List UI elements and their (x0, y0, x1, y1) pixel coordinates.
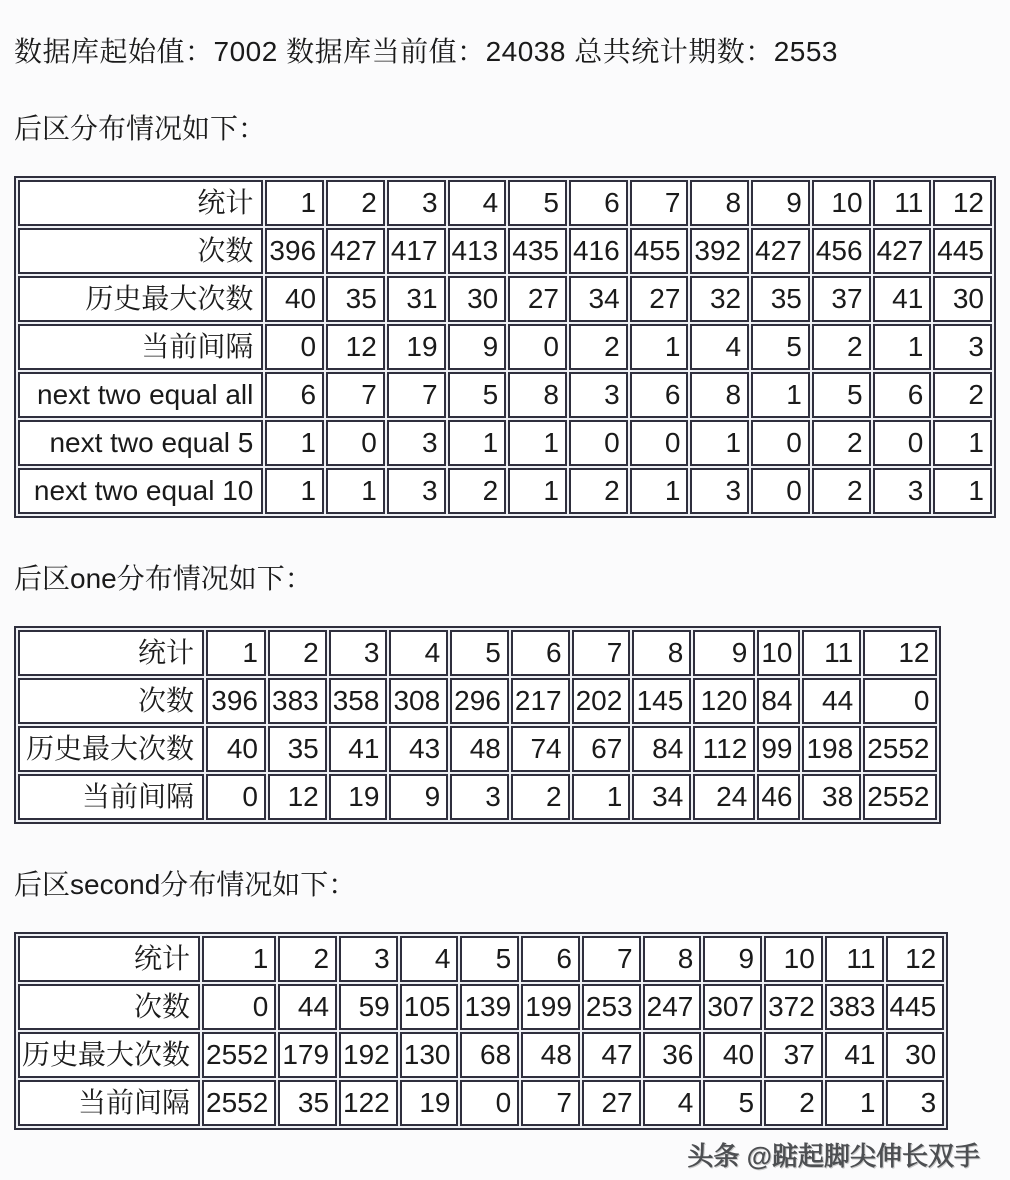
table-cell: 5 (812, 372, 871, 418)
table-cell: 1 (873, 324, 932, 370)
table-cell: 7 (326, 372, 385, 418)
table-cell: 40 (703, 1032, 762, 1078)
database-summary-line: 数据库起始值：7002 数据库当前值：24038 总共统计期数：2553 (14, 36, 839, 67)
table-cell: 8 (632, 630, 691, 676)
table-cell: 253 (582, 984, 641, 1030)
table-cell: 12 (268, 774, 327, 820)
table-cell: 9 (751, 180, 810, 226)
table-cell: 44 (802, 678, 861, 724)
table-cell: 179 (278, 1032, 337, 1078)
section-heading-houqu: 后区分布情况如下： (14, 113, 267, 144)
section-heading-houqu-one: 后区one分布情况如下： (14, 563, 313, 594)
table-cell: 4 (448, 180, 507, 226)
table-cell: 37 (812, 276, 871, 322)
table-row (18, 936, 944, 982)
table-cell: 122 (339, 1080, 398, 1126)
table-cell: 145 (632, 678, 691, 724)
table-cell: 31 (387, 276, 446, 322)
table-cell: 0 (206, 774, 266, 820)
table-cell: 1 (265, 468, 324, 514)
table-cell: 2 (569, 468, 628, 514)
table-cell: 358 (329, 678, 388, 724)
table-cell: 139 (460, 984, 519, 1030)
table-cell: 48 (450, 726, 509, 772)
table-cell: 4 (643, 1080, 702, 1126)
table-cell: 3 (569, 372, 628, 418)
row-label: 当前间隔 (18, 324, 263, 370)
table-cell: 2 (812, 324, 871, 370)
table-cell: 445 (933, 228, 992, 274)
table-cell: 0 (508, 324, 567, 370)
table-cell: 9 (703, 936, 762, 982)
table-row (18, 276, 992, 322)
table-cell: 130 (400, 1032, 459, 1078)
table-cell: 427 (873, 228, 932, 274)
table-cell: 2 (933, 372, 992, 418)
table-cell: 2552 (202, 1032, 276, 1078)
table-cell: 36 (643, 1032, 702, 1078)
table-cell: 427 (326, 228, 385, 274)
table-cell: 35 (278, 1080, 337, 1126)
table-cell: 445 (886, 984, 945, 1030)
table-row (18, 984, 944, 1030)
table-cell: 37 (764, 1032, 823, 1078)
table-cell: 0 (460, 1080, 519, 1126)
table-cell: 99 (757, 726, 800, 772)
table-cell: 8 (690, 180, 749, 226)
row-label: 历史最大次数 (18, 1032, 200, 1078)
table-cell: 120 (693, 678, 755, 724)
table-cell: 0 (326, 420, 385, 466)
table-row (18, 372, 992, 418)
stats-table-houqu-second (14, 932, 948, 1130)
table-cell: 1 (265, 420, 324, 466)
table-row (18, 324, 992, 370)
row-label: 当前间隔 (18, 1080, 200, 1126)
table-cell: 455 (630, 228, 689, 274)
table-cell: 6 (521, 936, 580, 982)
table-cell: 27 (582, 1080, 641, 1126)
table-cell: 6 (511, 630, 570, 676)
table-cell: 1 (690, 420, 749, 466)
table-cell: 4 (690, 324, 749, 370)
table-cell: 416 (569, 228, 628, 274)
table-cell: 3 (387, 420, 446, 466)
table-cell: 0 (569, 420, 628, 466)
table-cell: 427 (751, 228, 810, 274)
row-label: 历史最大次数 (18, 726, 204, 772)
table-cell: 2 (764, 1080, 823, 1126)
table-cell: 6 (630, 372, 689, 418)
table-cell: 9 (693, 630, 755, 676)
table-cell: 34 (569, 276, 628, 322)
table-cell: 1 (933, 468, 992, 514)
table-cell: 48 (521, 1032, 580, 1078)
table-cell: 6 (265, 372, 324, 418)
table-row (18, 468, 992, 514)
table-cell: 35 (326, 276, 385, 322)
row-label: 统计 (18, 180, 263, 226)
table-cell: 0 (873, 420, 932, 466)
table-cell: 0 (863, 678, 937, 724)
table-cell: 392 (690, 228, 749, 274)
table-cell: 43 (389, 726, 448, 772)
table-cell: 12 (933, 180, 992, 226)
table-cell: 10 (812, 180, 871, 226)
table-cell: 3 (329, 630, 388, 676)
table-cell: 10 (764, 936, 823, 982)
table-cell: 3 (450, 774, 509, 820)
table-cell: 307 (703, 984, 762, 1030)
table-cell: 0 (751, 468, 810, 514)
table-cell: 2 (278, 936, 337, 982)
table-cell: 12 (863, 630, 937, 676)
table-cell: 4 (389, 630, 448, 676)
row-label: next two equal 10 (18, 468, 263, 514)
table-cell: 74 (511, 726, 570, 772)
table-cell: 41 (329, 726, 388, 772)
table-cell: 3 (339, 936, 398, 982)
table-cell: 11 (802, 630, 861, 676)
table-cell: 2552 (863, 774, 937, 820)
table-cell: 7 (387, 372, 446, 418)
table-cell: 12 (326, 324, 385, 370)
table-cell: 5 (450, 630, 509, 676)
row-label: 次数 (18, 228, 263, 274)
table-cell: 30 (933, 276, 992, 322)
table-cell: 5 (460, 936, 519, 982)
table-cell: 383 (825, 984, 884, 1030)
table-cell: 30 (886, 1032, 945, 1078)
table-cell: 3 (933, 324, 992, 370)
stats-table-houqu (14, 176, 996, 518)
table-cell: 5 (751, 324, 810, 370)
table-cell: 10 (757, 630, 800, 676)
table-cell: 198 (802, 726, 861, 772)
table-cell: 192 (339, 1032, 398, 1078)
table-cell: 19 (387, 324, 446, 370)
table-row (18, 420, 992, 466)
table-cell: 7 (572, 630, 631, 676)
table-row (18, 726, 937, 772)
table-cell: 34 (632, 774, 691, 820)
table-cell: 2 (268, 630, 327, 676)
row-label: 次数 (18, 678, 204, 724)
row-label: next two equal 5 (18, 420, 263, 466)
table-cell: 417 (387, 228, 446, 274)
table-cell: 3 (387, 180, 446, 226)
table-cell: 6 (873, 372, 932, 418)
table-cell: 1 (508, 468, 567, 514)
table-cell: 1 (825, 1080, 884, 1126)
table-cell: 1 (448, 420, 507, 466)
table-cell: 8 (690, 372, 749, 418)
table-cell: 46 (757, 774, 800, 820)
table-cell: 67 (572, 726, 631, 772)
table-cell: 2 (569, 324, 628, 370)
table-cell: 27 (630, 276, 689, 322)
section-heading-houqu-second: 后区second分布情况如下： (14, 869, 357, 900)
table-cell: 112 (693, 726, 755, 772)
table-cell: 8 (643, 936, 702, 982)
table-cell: 5 (508, 180, 567, 226)
table-cell: 1 (206, 630, 266, 676)
table-cell: 1 (202, 936, 276, 982)
table-cell: 41 (873, 276, 932, 322)
table-cell: 0 (630, 420, 689, 466)
row-label: 统计 (18, 936, 200, 982)
table-cell: 6 (569, 180, 628, 226)
table-cell: 396 (265, 228, 324, 274)
table-cell: 12 (886, 936, 945, 982)
table-row (18, 1080, 944, 1126)
table-cell: 1 (933, 420, 992, 466)
table-cell: 59 (339, 984, 398, 1030)
watermark-credit: 头条 @踮起脚尖伸长双手 (687, 1141, 980, 1171)
table-cell: 38 (802, 774, 861, 820)
table-cell: 7 (521, 1080, 580, 1126)
table-cell: 3 (690, 468, 749, 514)
table-cell: 8 (508, 372, 567, 418)
table-cell: 2 (326, 180, 385, 226)
table-cell: 435 (508, 228, 567, 274)
table-row (18, 678, 937, 724)
row-label: 统计 (18, 630, 204, 676)
table-cell: 308 (389, 678, 448, 724)
table-cell: 7 (582, 936, 641, 982)
table-cell: 19 (400, 1080, 459, 1126)
table-cell: 0 (751, 420, 810, 466)
table-cell: 5 (703, 1080, 762, 1126)
row-label: 次数 (18, 984, 200, 1030)
table-cell: 0 (265, 324, 324, 370)
table-cell: 202 (572, 678, 631, 724)
table-cell: 413 (448, 228, 507, 274)
table-cell: 4 (400, 936, 459, 982)
table-cell: 247 (643, 984, 702, 1030)
table-cell: 396 (206, 678, 266, 724)
table-cell: 2552 (863, 726, 937, 772)
table-cell: 2 (511, 774, 570, 820)
table-cell: 372 (764, 984, 823, 1030)
table-cell: 2 (448, 468, 507, 514)
table-cell: 35 (268, 726, 327, 772)
table-cell: 5 (448, 372, 507, 418)
table-cell: 1 (326, 468, 385, 514)
table-cell: 68 (460, 1032, 519, 1078)
table-cell: 11 (873, 180, 932, 226)
table-cell: 19 (329, 774, 388, 820)
table-cell: 199 (521, 984, 580, 1030)
table-cell: 3 (387, 468, 446, 514)
table-cell: 2552 (202, 1080, 276, 1126)
table-cell: 32 (690, 276, 749, 322)
table-cell: 35 (751, 276, 810, 322)
table-cell: 1 (508, 420, 567, 466)
table-cell: 3 (886, 1080, 945, 1126)
row-label: next two equal all (18, 372, 263, 418)
table-cell: 84 (632, 726, 691, 772)
table-cell: 24 (693, 774, 755, 820)
table-cell: 1 (751, 372, 810, 418)
row-label: 当前间隔 (18, 774, 204, 820)
table-row (18, 228, 992, 274)
table-cell: 41 (825, 1032, 884, 1078)
table-cell: 44 (278, 984, 337, 1030)
table-cell: 105 (400, 984, 459, 1030)
table-cell: 47 (582, 1032, 641, 1078)
stats-table-houqu-one (14, 626, 941, 824)
table-cell: 456 (812, 228, 871, 274)
table-cell: 9 (389, 774, 448, 820)
table-cell: 27 (508, 276, 567, 322)
table-cell: 1 (630, 324, 689, 370)
table-cell: 383 (268, 678, 327, 724)
table-cell: 2 (812, 420, 871, 466)
table-cell: 1 (630, 468, 689, 514)
table-cell: 40 (265, 276, 324, 322)
table-cell: 40 (206, 726, 266, 772)
table-cell: 0 (202, 984, 276, 1030)
table-row (18, 630, 937, 676)
row-label: 历史最大次数 (18, 276, 263, 322)
table-cell: 296 (450, 678, 509, 724)
table-cell: 3 (873, 468, 932, 514)
table-cell: 30 (448, 276, 507, 322)
table-cell: 217 (511, 678, 570, 724)
table-row (18, 1032, 944, 1078)
table-cell: 7 (630, 180, 689, 226)
table-row (18, 774, 937, 820)
table-cell: 1 (265, 180, 324, 226)
table-cell: 2 (812, 468, 871, 514)
table-cell: 9 (448, 324, 507, 370)
table-row (18, 180, 992, 226)
table-cell: 84 (757, 678, 800, 724)
table-cell: 1 (572, 774, 631, 820)
table-cell: 11 (825, 936, 884, 982)
